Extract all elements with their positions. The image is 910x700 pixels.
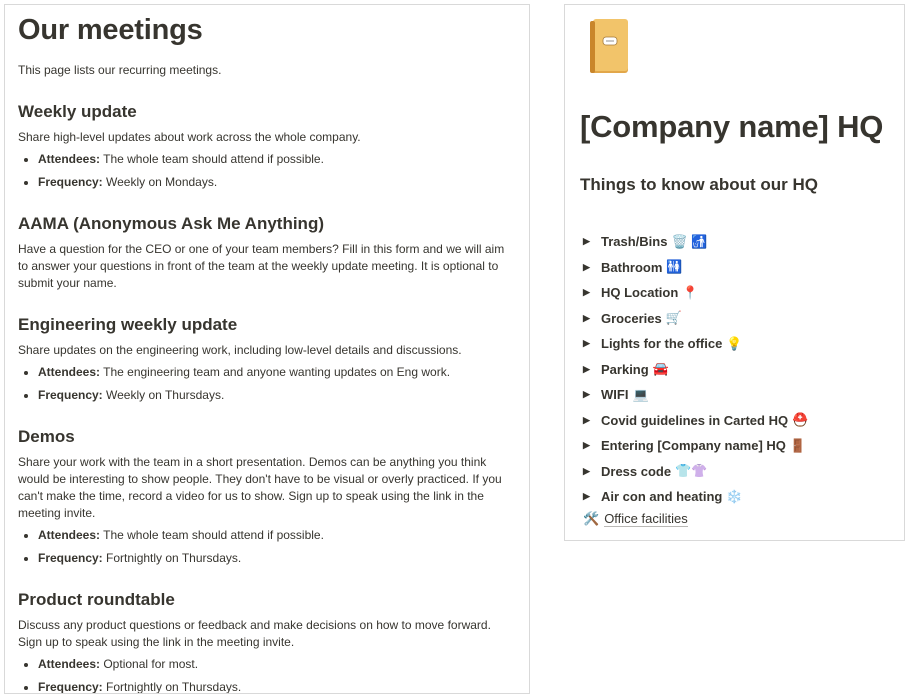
caret-right-icon[interactable]: ▶ [583, 465, 590, 476]
caret-right-icon[interactable]: ▶ [583, 491, 590, 502]
section-heading: Engineering weekly update [18, 315, 238, 334]
bullet-text: Weekly on Mondays. [102, 175, 218, 189]
bullet-item [38, 364, 516, 381]
section-heading: AAMA (Anonymous Ask Me Anything) [18, 214, 324, 233]
intro-text: This page lists our recurring meetings. [18, 63, 222, 77]
meeting-section [18, 213, 516, 292]
bullet-item [38, 151, 516, 168]
bullet-text: The whole team should attend if possible. [100, 152, 324, 166]
bullet-item [38, 679, 516, 694]
toggle-label: HQ Location [601, 285, 679, 301]
meeting-section [18, 426, 516, 567]
toggle-item[interactable] [583, 229, 808, 255]
toggle-item[interactable] [583, 408, 808, 434]
office-facilities-link[interactable]: Office facilities [604, 511, 688, 526]
toggle-label: WIFI [601, 387, 629, 403]
hq-page [564, 4, 905, 541]
caret-right-icon[interactable]: ▶ [583, 440, 590, 451]
toggle-emoji-icon: 🛒 [665, 310, 682, 326]
toggle-item[interactable] [583, 306, 808, 332]
toggle-item[interactable] [583, 382, 808, 408]
caret-right-icon[interactable]: ▶ [583, 363, 590, 374]
toggle-label: Entering [Company name] HQ [601, 438, 786, 454]
toggle-item[interactable] [583, 459, 808, 485]
caret-right-icon[interactable]: ▶ [583, 414, 590, 425]
bullet-label: Attendees: [38, 657, 101, 671]
toggle-item[interactable] [583, 357, 808, 383]
bullet-list [18, 364, 516, 404]
page-title: Our meetings [18, 14, 203, 46]
notebook-icon [587, 17, 631, 75]
toggle-emoji-icon: ❄️ [726, 488, 743, 504]
bullet-label: Frequency: [38, 551, 103, 565]
caret-right-icon[interactable]: ▶ [583, 261, 590, 272]
meeting-section [18, 101, 516, 191]
toggle-label: Parking [601, 361, 649, 377]
bullet-item [38, 550, 516, 567]
bullet-label: Frequency: [38, 388, 103, 402]
bullet-list [18, 151, 516, 191]
toggle-list [583, 229, 808, 510]
toggle-emoji-icon: 💻 [632, 386, 649, 402]
bullet-label: Frequency: [38, 680, 103, 694]
toggle-emoji-icon: ⛑️ [792, 412, 809, 428]
toggle-label: Trash/Bins [601, 234, 668, 250]
section-description: Share high-level updates about work across the whole company. [18, 130, 361, 144]
bullet-item [38, 527, 516, 544]
toggle-label: Lights for the office [601, 336, 723, 352]
bullet-label: Frequency: [38, 175, 103, 189]
page-title: [Company name] HQ [580, 109, 884, 144]
toggle-label: Bathroom [601, 259, 663, 275]
toggle-emoji-icon: 🚻 [666, 259, 683, 275]
caret-right-icon[interactable]: ▶ [583, 389, 590, 400]
section-heading: Demos [18, 427, 75, 446]
tools-icon: 🛠️ [583, 511, 600, 526]
bullet-list [18, 656, 516, 694]
office-facilities-row [583, 511, 688, 527]
bullet-text: Optional for most. [100, 657, 199, 671]
section-description: Have a question for the CEO or one of your team members? Fill in this form and we will aim to answer your questions in front of the team at the weekly update meeting. It is optional to submit your name. [18, 242, 505, 290]
bullet-item [38, 174, 516, 191]
toggle-item[interactable] [583, 280, 808, 306]
toggle-label: Dress code [601, 463, 672, 479]
section-description: Discuss any product questions or feedback and make decisions on how to move forward. Sign up to speak using the link in the meeting invite. [18, 618, 491, 649]
toggle-emoji-icon: 📍 [682, 284, 699, 300]
toggle-item[interactable] [583, 433, 808, 459]
toggle-item[interactable] [583, 255, 808, 281]
toggle-emoji-icon: 🚪 [789, 437, 807, 453]
toggle-emoji-icon: 👕👚 [675, 463, 708, 479]
section-description: Share your work with the team in a short presentation. Demos can be anything you think would be interesting to show people. They don't have to be visual or overly practiced. If you can't make the time, record a video for us to show. Sign up to speak using the link in the meeting invite. [18, 455, 502, 520]
toggle-label: Covid guidelines in Carted HQ [601, 412, 789, 428]
bullet-item [38, 656, 516, 673]
toggle-item[interactable] [583, 331, 808, 357]
meeting-section [18, 314, 516, 404]
caret-right-icon[interactable]: ▶ [583, 338, 590, 349]
meeting-sections [18, 101, 516, 694]
toggle-emoji-icon: 💡 [726, 335, 743, 351]
bullet-text: Weekly on Thursdays. [102, 388, 225, 402]
bullet-text: The engineering team and anyone wanting updates on Eng work. [100, 365, 451, 379]
page-subtitle: Things to know about our HQ [580, 175, 818, 194]
section-description: Share updates on the engineering work, including low-level details and discussions. [18, 343, 462, 357]
bullet-item [38, 387, 516, 404]
section-heading: Product roundtable [18, 590, 175, 609]
bullet-list [18, 527, 516, 567]
meeting-section [18, 589, 516, 694]
section-heading: Weekly update [18, 102, 137, 121]
bullet-label: Attendees: [38, 152, 101, 166]
bullet-text: Fortnightly on Thursdays. [102, 680, 242, 694]
meetings-page [4, 4, 530, 694]
bullet-text: The whole team should attend if possible. [100, 528, 324, 542]
toggle-label: Air con and heating [601, 489, 723, 505]
caret-right-icon[interactable]: ▶ [583, 312, 590, 323]
caret-right-icon[interactable]: ▶ [583, 287, 590, 298]
bullet-label: Attendees: [38, 365, 101, 379]
toggle-item[interactable] [583, 484, 808, 510]
toggle-label: Groceries [601, 310, 662, 326]
caret-right-icon[interactable]: ▶ [583, 236, 590, 247]
bullet-label: Attendees: [38, 528, 101, 542]
toggle-emoji-icon: 🚘 [652, 361, 669, 377]
bullet-text: Fortnightly on Thursdays. [102, 551, 242, 565]
toggle-emoji-icon: 🗑️ 🚮 [671, 233, 708, 249]
